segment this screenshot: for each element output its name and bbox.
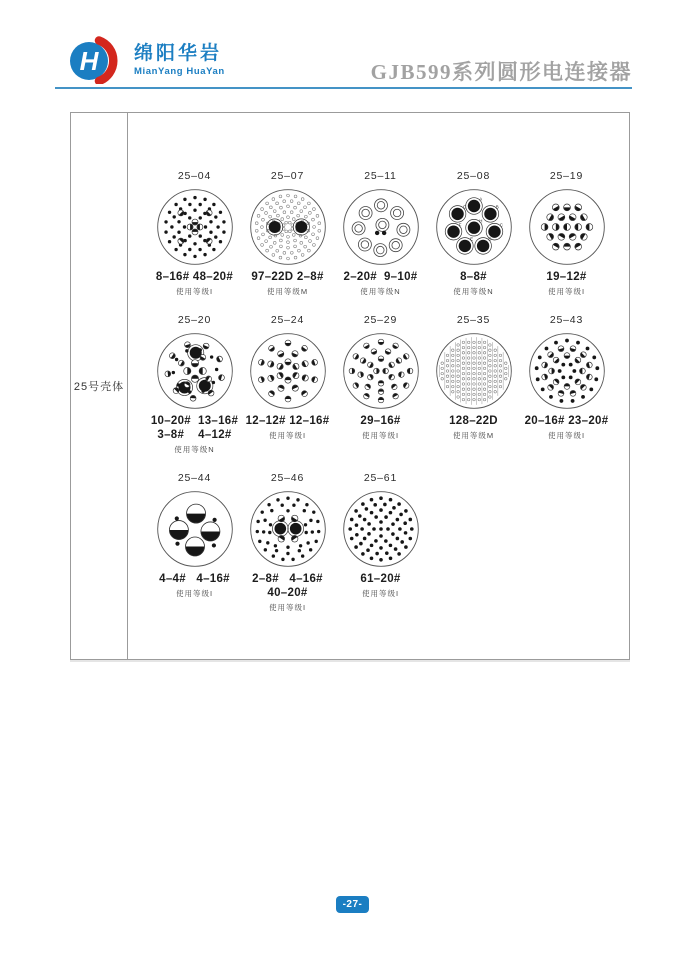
connector-specs: [156, 270, 233, 284]
connector-specs: [360, 572, 400, 586]
connector-grade: 使用等级M: [266, 287, 309, 296]
page-title: GJB599系列圆形电连接器: [370, 60, 632, 84]
connector-face-diagram: [527, 187, 607, 267]
spec-line: 2–20# 9–10#: [343, 271, 418, 283]
connector-cell: [241, 169, 334, 297]
connector-grade: 使用等级I: [175, 287, 214, 296]
brand-texts: [134, 42, 225, 78]
connector-face-diagram: [341, 331, 421, 411]
connector-cell: [241, 313, 334, 455]
shell-table: [70, 112, 630, 660]
connector-face-diagram: [155, 187, 235, 267]
connector-id: 25–24: [270, 314, 305, 326]
connector-id: 25–43: [549, 314, 584, 326]
connector-id: 25–19: [549, 170, 584, 182]
connector-face-diagram: [434, 187, 514, 267]
connector-face-diagram: [341, 489, 421, 569]
svg-text:D: D: [487, 236, 492, 242]
connector-specs: [251, 270, 323, 284]
connector-grade: 使用等级I: [268, 431, 307, 440]
connector-grade: 使用等级N: [453, 287, 494, 296]
connector-face-diagram: [434, 331, 514, 411]
connector-face-diagram: [155, 331, 235, 411]
spec-line: 40–20#: [267, 587, 308, 599]
spec-line: 128–22D: [449, 415, 498, 427]
connector-grade: 使用等级I: [361, 589, 400, 598]
page-number-badge: -27-: [336, 896, 369, 913]
connector-specs: [449, 414, 498, 428]
brand-name-cn: 绵阳华岩: [134, 43, 223, 64]
connector-grade: 使用等级I: [268, 603, 307, 612]
connector-face-diagram: [248, 331, 328, 411]
connector-face-diagram: [341, 187, 421, 267]
connector-face-diagram: [248, 187, 328, 267]
spec-line: 8–16# 48–20#: [155, 271, 234, 283]
connector-specs: [344, 270, 418, 284]
header-rule: [55, 87, 632, 89]
svg-text:H: H: [478, 218, 482, 224]
spec-line: 61–20#: [360, 573, 401, 585]
connector-grade: 使用等级I: [547, 431, 586, 440]
connector-cell: [148, 169, 241, 297]
spec-line: 12–12# 12–16#: [245, 415, 330, 427]
connector-id: 25–35: [456, 314, 491, 326]
connector-id: 25–08: [456, 170, 491, 182]
connector-id: 25–11: [364, 170, 397, 182]
connector-specs: [360, 414, 400, 428]
connector-cell: [334, 169, 427, 297]
spec-line: 20–16# 23–20#: [524, 415, 609, 427]
spec-line: 19–12#: [546, 271, 587, 283]
connector-cell: [520, 313, 613, 455]
connector-cell: [241, 471, 334, 613]
spec-line: 29–16#: [360, 415, 401, 427]
connector-grade: 使用等级I: [361, 431, 400, 440]
connector-id: 25–29: [363, 314, 398, 326]
connector-cell: [520, 169, 613, 297]
connector-cell: [427, 313, 520, 455]
svg-text:B: B: [495, 204, 499, 210]
diagram-row: [148, 169, 629, 297]
connector-specs: [460, 270, 487, 284]
spec-line: 97–22D 2–8#: [251, 271, 324, 283]
svg-text:C: C: [499, 222, 503, 228]
spec-line: 4–4# 4–16#: [159, 573, 230, 585]
svg-text:E: E: [469, 236, 473, 242]
connector-face-diagram: [155, 489, 235, 569]
connector-grade: 使用等级N: [360, 287, 401, 296]
connector-specs: [151, 414, 238, 442]
brand-logo-block: [68, 34, 368, 86]
connector-grade: 使用等级N: [174, 445, 215, 454]
connector-cell: [148, 471, 241, 613]
connector-id: 25–20: [177, 314, 212, 326]
spec-line: 10–20# 13–16#: [150, 415, 239, 427]
shell-label-cell: [71, 113, 128, 659]
connector-id: 25–61: [363, 472, 398, 484]
connector-specs: [252, 572, 323, 600]
connector-grade: 使用等级I: [175, 589, 214, 598]
connector-grade: 使用等级I: [547, 287, 586, 296]
spec-line: 3–8# 4–12#: [157, 429, 232, 441]
huayan-logo-icon: [68, 36, 126, 84]
shell-label: 25号壳体: [73, 381, 125, 393]
connector-specs: [525, 414, 609, 428]
brand-name-en: MianYang HuaYan: [134, 66, 225, 77]
spec-line: 8–8#: [460, 271, 487, 283]
connector-cell: [427, 169, 520, 297]
connector-specs: [159, 572, 230, 586]
connector-id: 25–46: [270, 472, 305, 484]
diagram-row: [148, 313, 629, 455]
connector-id: 25–07: [270, 170, 305, 182]
connector-id: 25–44: [177, 472, 212, 484]
connector-grade: 使用等级M: [452, 431, 495, 440]
connector-face-diagram: [527, 331, 607, 411]
connector-cell: [334, 471, 427, 613]
connector-specs: [246, 414, 330, 428]
connector-face-diagram: [248, 489, 328, 569]
diagram-grid: [128, 113, 629, 659]
diagram-row: [148, 471, 629, 613]
svg-text:G: G: [462, 204, 466, 210]
connector-id: 25–04: [177, 170, 212, 182]
svg-text:F: F: [458, 222, 461, 228]
spec-line: 2–8# 4–16#: [252, 573, 323, 585]
svg-text:H: H: [79, 46, 99, 76]
connector-cell: [334, 313, 427, 455]
svg-text:A: A: [478, 196, 482, 202]
connector-specs: [546, 270, 586, 284]
connector-cell: [148, 313, 241, 455]
